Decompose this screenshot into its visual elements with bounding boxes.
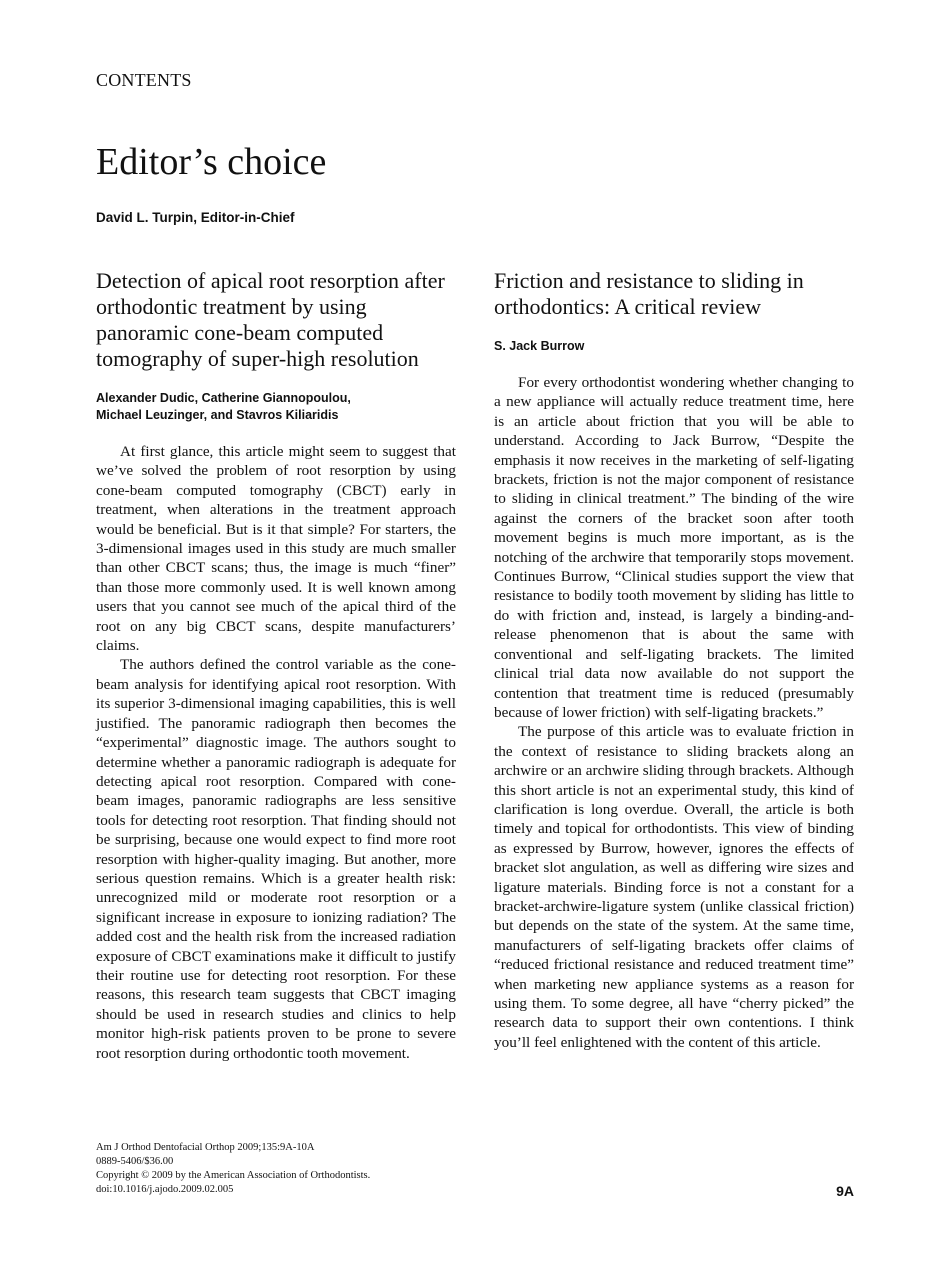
citation-line: Am J Orthod Dentofacial Orthop 2009;135:9A-10A: [96, 1142, 315, 1153]
article-authors: [96, 390, 456, 424]
body-paragraph: The authors defined the control variable as the cone-beam analysis for identifying apical root resorption. With its superior 3-dimensional imaging capabilities, this is well justified. The panoramic radiograph then becomes the “experimental” diagnostic image. The authors sought to determine whether a panoramic radiograph is adequate for detecting apical root resorption. Compared with cone-beam images, panoramic radiographs are less sensitive tools for detecting root resorption. That finding should not be surprising, because one would expect to find more root resorption with higher-quality imaging. But another, more serious question remains. Which is a greater health risk: unrecognized mild or moderate root resorption or a significant increase in exposure to ionizing radiation? The added cost and the health risk from the increased radiation exposure of CBCT examinations make it difficult to justify their routine use for detecting root resorption. For these reasons, this research team suggests that CBCT imaging should be used in research studies and clinics to help monitor high-risk patients proven to be prone to severe root resorption during orthodontic tooth movement.: [96, 656, 456, 1062]
article-authors: [494, 338, 854, 355]
section-label: CONTENTS: [96, 70, 192, 90]
body-paragraph: For every orthodontist wondering whether changing to a new appliance will actually reduce treatment time, here is an article about friction that you will be able to understand. According to Jack Burrow, “Despite the emphasis it now receives in the marketing of self-ligating brackets, friction is not the major component of resistance to sliding in clinical treatment.” The binding of the wire against the corners of the bracket soon after tooth movement begins is much more important, as is the notching of the archwire that temporarily stops movement. Continues Burrow, “Clinical studies support the view that resistance to bodily tooth movement by sliding has little to do with friction and, instead, is largely a binding-and-release phenomenon that is about the same with conventional and self-ligating brackets. The limited clinical trial data now available do not support the contention that treatment time is reduced (presumably because of lower friction) with self-ligating brackets.”: [494, 374, 854, 721]
article-left: [96, 268, 456, 1063]
article-body: [96, 442, 456, 1063]
editor-byline: David L. Turpin, Editor-in-Chief: [96, 210, 295, 225]
issn-line: 0889-5406/$36.00: [96, 1156, 174, 1167]
publication-footer: [96, 1141, 370, 1197]
body-paragraph: The purpose of this article was to evaluate friction in the context of resistance to sliding brackets along an archwire or an archwire sliding through brackets. Although this short article is not an experimental study, this kind of clarification is long overdue. Overall, the article is both timely and topical for orthodontists. This view of binding as expressed by Burrow, however, ignores the effects of bracket slot angulation, as well as differing wire sizes and ligature materials. Binding force is not a constant for a bracket-archwire-ligature system (unlike classical friction) but depends on the state of the system. At the same time, manufacturers of self-ligating brackets offer claims of “reduced frictional resistance and reduced treatment time” when marketing new appliance systems as a reason for using them. To some degree, all have “cherry picked” the research data to support their own contentions. I think you’ll feel enlightened with the content of this article.: [494, 723, 854, 1051]
page-number: 9A: [836, 1183, 854, 1199]
body-paragraph: At first glance, this article might seem to suggest that we’ve solved the problem of root resorption by using cone-beam computed tomography (CBCT) early in treatment, when alterations in the treatment approach would be beneficial. But is it that simple? For starters, the 3-dimensional images used in this study are much smaller than other CBCT scans; thus, the image is much “finer” than those more commonly used. It is well known among users that you cannot see much of the apical third of the root on any big CBCT scans, despite manufacturers’ claims.: [96, 443, 456, 655]
article-right: [494, 268, 854, 1052]
authors-line: Michael Leuzinger, and Stavros Kiliaridis: [96, 408, 339, 422]
authors-line: S. Jack Burrow: [494, 339, 585, 353]
article-title: Detection of apical root resorption after orthodontic treatment by using panoramic cone-beam computed tomography of super-high resolution: [96, 268, 445, 371]
doi-line: doi:10.1016/j.ajodo.2009.02.005: [96, 1184, 234, 1195]
page-title: Editor’s choice: [96, 141, 327, 183]
article-body: [494, 373, 854, 1052]
copyright-line: Copyright © 2009 by the American Association of Orthodontists.: [96, 1170, 371, 1181]
authors-line: Alexander Dudic, Catherine Giannopoulou,: [96, 391, 351, 405]
article-title: Friction and resistance to sliding in orthodontics: A critical review: [494, 268, 804, 319]
